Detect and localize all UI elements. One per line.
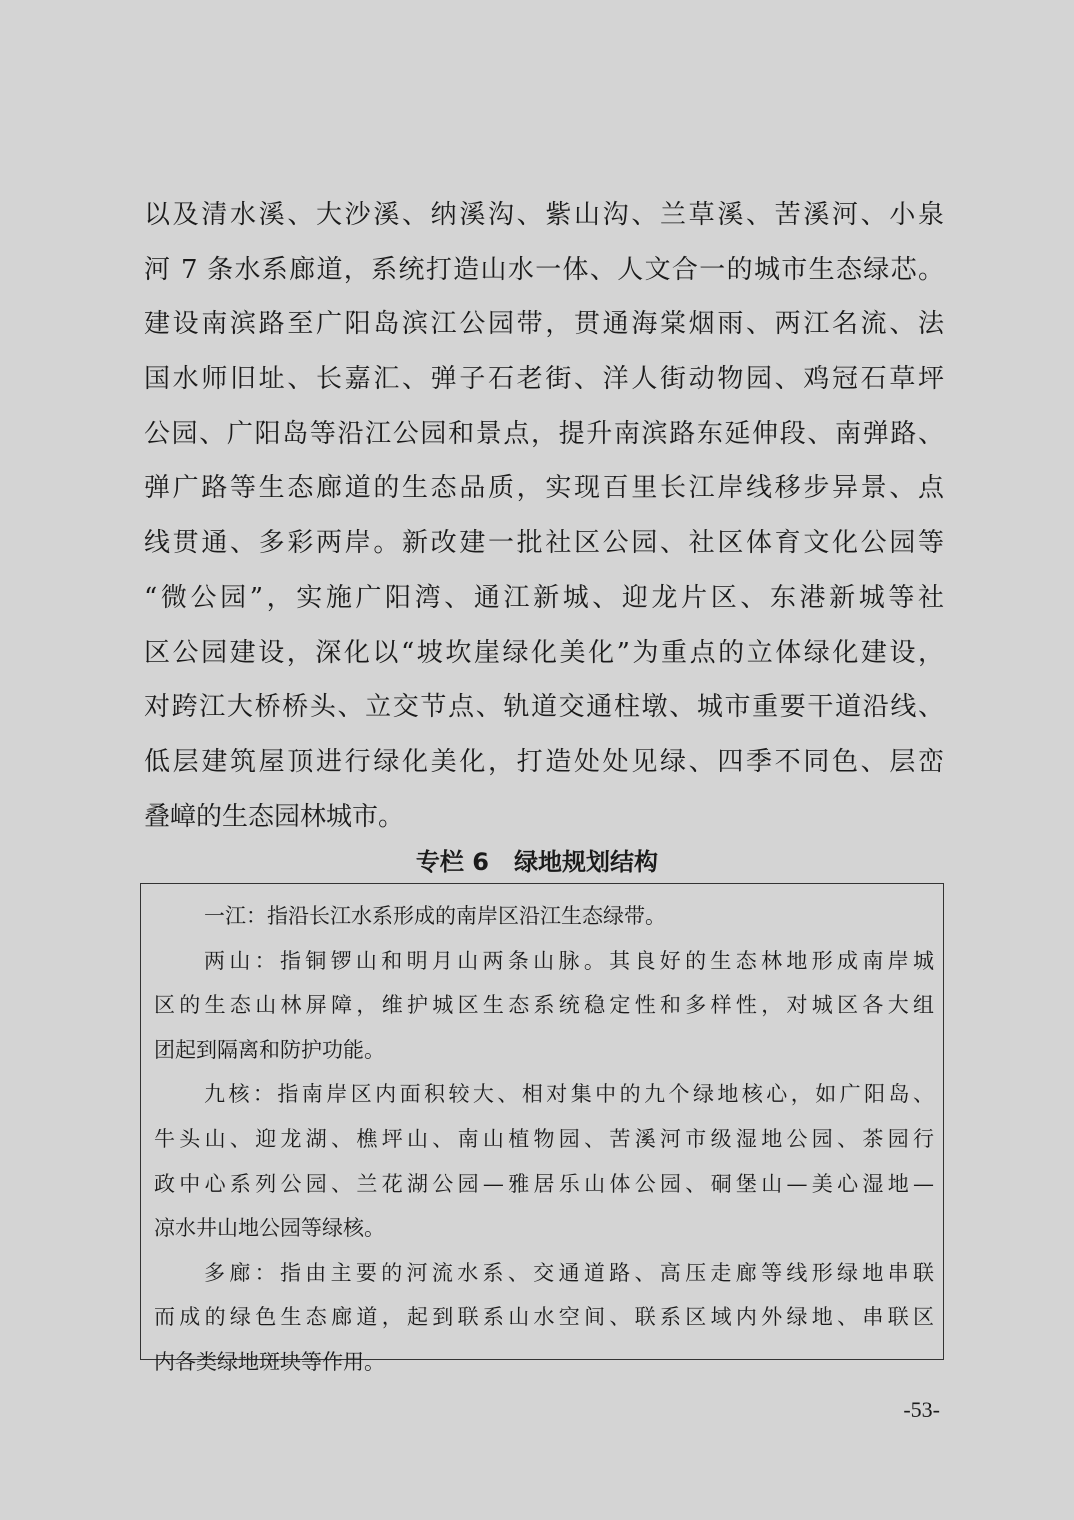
box-content [154, 894, 934, 1385]
box-line: 九核：指南岸区内面积较大、相对集中的九个绿地核心，如广阳岛、 [204, 1082, 934, 1107]
box-line: 政中心系列公园、兰花湖公园—雅居乐山体公园、硐堡山—美心湿地— [154, 1171, 934, 1196]
body-line: 国水师旧址、长嘉汇、弹子石老街、洋人街动物园、鸡冠石草坪 [144, 364, 944, 395]
body-line: 河 7 条水系廊道，系统打造山水一体、人文合一的城市生态绿芯。 [144, 254, 944, 285]
box-line: 而成的绿色生态廊道，起到联系山水空间、联系区域内外绿地、串联区 [154, 1305, 934, 1330]
box-title: 绿地规划结构 [514, 848, 659, 876]
body-line: 叠嶂的生态园林城市。 [144, 801, 405, 832]
body-line: 低层建筑屋顶进行绿化美化，打造处处见绿、四季不同色、层峦 [144, 746, 944, 777]
box-line: 凉水井山地公园等绿核。 [154, 1216, 385, 1241]
body-line: 弹广路等生态廊道的生态品质，实现百里长江岸线移步异景、点 [144, 473, 944, 504]
box-label: 专栏 6 [415, 848, 489, 876]
body-line: 公园、广阳岛等沿江公园和景点，提升南滨路东延伸段、南弹路、 [144, 418, 944, 449]
box-line: 内各类绿地斑块等作用。 [154, 1349, 385, 1374]
body-paragraph [144, 188, 944, 844]
box-heading [0, 842, 1074, 882]
body-line: 建设南滨路至广阳岛滨江公园带，贯通海棠烟雨、两江名流、法 [144, 309, 944, 340]
box-line: 两山：指铜锣山和明月山两条山脉。其良好的生态林地形成南岸城 [204, 948, 934, 973]
body-line: 线贯通、多彩两岸。新改建一批社区公园、社区体育文化公园等 [144, 528, 944, 559]
sidebar-box [140, 883, 944, 1374]
body-line: 以及清水溪、大沙溪、纳溪沟、紫山沟、兰草溪、苦溪河、小泉 [144, 200, 944, 230]
box-line: 多廊：指由主要的河流水系、交通道路、高压走廊等线形绿地串联 [204, 1260, 934, 1285]
box-line: 团起到隔离和防护功能。 [154, 1037, 385, 1062]
body-line: “微公园”，实施广阳湾、通江新城、迎龙片区、东港新城等社 [144, 582, 944, 613]
page-number: -53- [903, 1397, 940, 1422]
box-line: 一江：指沿长江水系形成的南岸区沿江生态绿带。 [204, 904, 666, 928]
body-line: 对跨江大桥桥头、立交节点、轨道交通柱墩、城市重要干道沿线、 [144, 692, 944, 723]
box-line: 区的生态山林屏障，维护城区生态系统稳定性和多样性，对城区各大组 [154, 993, 934, 1018]
box-line: 牛头山、迎龙湖、樵坪山、南山植物园、苦溪河市级湿地公园、茶园行 [154, 1126, 934, 1151]
body-line: 区公园建设，深化以“坡坎崖绿化美化”为重点的立体绿化建设， [144, 637, 944, 668]
